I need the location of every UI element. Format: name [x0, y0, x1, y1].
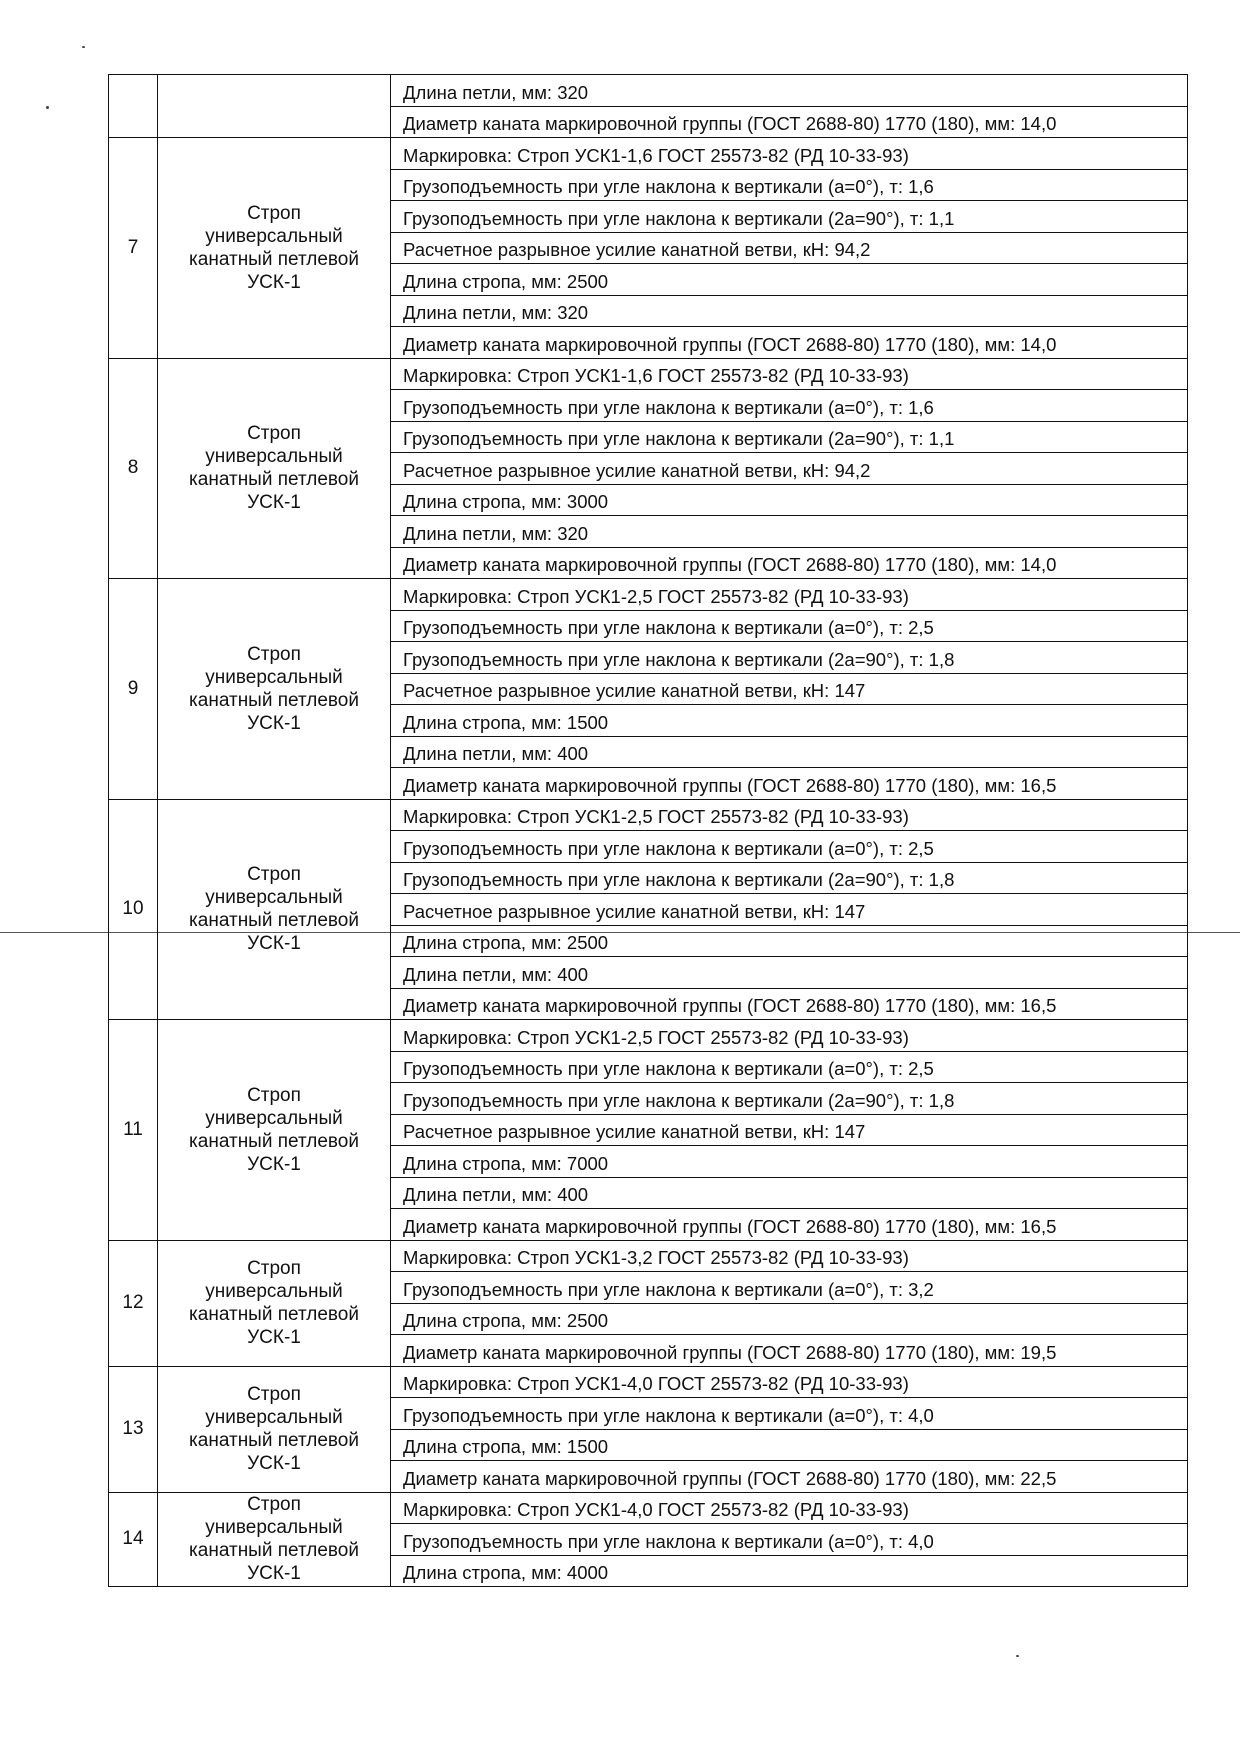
property-cell: Диаметр каната маркировочной группы (ГОСТ 2688-80) 1770 (180), мм: 14,0 — [391, 106, 1188, 138]
item-name-line: канатный петлевой — [189, 689, 359, 711]
table-row — [109, 1366, 1188, 1398]
property-cell: Диаметр каната маркировочной группы (ГОСТ 2688-80) 1770 (180), мм: 14,0 — [391, 327, 1188, 359]
item-name-line: Строп — [247, 864, 301, 886]
item-name-line: универсальный — [205, 1281, 343, 1302]
item-name-line: универсальный — [205, 666, 343, 688]
item-name-line: канатный петлевой — [189, 1430, 359, 1451]
item-name-line: канатный петлевой — [189, 1540, 359, 1562]
table-row — [109, 1240, 1188, 1272]
item-name-line: УСК-1 — [247, 933, 301, 955]
property-cell: Длина стропа, мм: 4000 — [391, 1555, 1188, 1587]
table-row — [109, 799, 1188, 831]
item-name-line: Строп — [247, 1084, 301, 1106]
property-cell: Диаметр каната маркировочной группы (ГОСТ 2688-80) 1770 (180), мм: 16,5 — [391, 1209, 1188, 1241]
item-name-cell — [158, 1020, 391, 1241]
property-cell: Длина стропа, мм: 1500 — [391, 705, 1188, 737]
table-row — [109, 358, 1188, 390]
property-cell: Длина петли, мм: 400 — [391, 957, 1188, 989]
property-cell: Расчетное разрывное усилие канатной ветви, кН: 147 — [391, 1114, 1188, 1146]
item-name-line: канатный петлевой — [189, 469, 359, 491]
property-cell: Грузоподъемность при угле наклона к вертикали (а=0°), т: 2,5 — [391, 831, 1188, 863]
property-cell: Маркировка: Строп УСК1-2,5 ГОСТ 25573-82 (РД 10-33-93) — [391, 799, 1188, 831]
row-number-cell: 9 — [109, 579, 158, 800]
property-cell: Маркировка: Строп УСК1-1,6 ГОСТ 25573-82 (РД 10-33-93) — [391, 138, 1188, 170]
property-cell: Грузоподъемность при угле наклона к вертикали (а=0°), т: 3,2 — [391, 1272, 1188, 1304]
item-name-line: универсальный — [205, 446, 343, 468]
item-name-line: УСК-1 — [247, 1327, 301, 1348]
property-cell: Маркировка: Строп УСК1-1,6 ГОСТ 25573-82 (РД 10-33-93) — [391, 358, 1188, 390]
row-number-cell: 13 — [109, 1366, 158, 1492]
property-cell: Маркировка: Строп УСК1-4,0 ГОСТ 25573-82 (РД 10-33-93) — [391, 1366, 1188, 1398]
item-name-line: Строп — [247, 1258, 301, 1279]
property-cell: Расчетное разрывное усилие канатной ветви, кН: 147 — [391, 894, 1188, 926]
item-name-line: Строп — [247, 1494, 301, 1516]
item-name-cell — [158, 138, 391, 359]
property-cell: Длина стропа, мм: 7000 — [391, 1146, 1188, 1178]
item-name-line: универсальный — [205, 225, 343, 247]
property-cell: Длина стропа, мм: 2500 — [391, 264, 1188, 296]
table-row — [109, 75, 1188, 107]
item-name-line: универсальный — [205, 1407, 343, 1428]
item-name-line: канатный петлевой — [189, 910, 359, 932]
item-name-line: УСК-1 — [247, 1153, 301, 1175]
scan-speck — [46, 106, 49, 109]
property-cell: Грузоподъемность при угле наклона к вертикали (2а=90°), т: 1,8 — [391, 862, 1188, 894]
item-name-line: универсальный — [205, 1517, 343, 1539]
scan-speck — [82, 46, 85, 48]
item-name-cell — [158, 75, 391, 138]
row-number-cell: 8 — [109, 358, 158, 579]
item-name-line: канатный петлевой — [189, 248, 359, 270]
item-name-line: УСК-1 — [247, 1453, 301, 1474]
item-name-cell — [158, 799, 391, 1020]
property-cell: Грузоподъемность при угле наклона к вертикали (2а=90°), т: 1,8 — [391, 642, 1188, 674]
property-cell: Длина стропа, мм: 2500 — [391, 925, 1188, 957]
specification-table — [108, 74, 1188, 1587]
property-cell: Грузоподъемность при угле наклона к вертикали (а=0°), т: 4,0 — [391, 1398, 1188, 1430]
property-cell: Диаметр каната маркировочной группы (ГОСТ 2688-80) 1770 (180), мм: 16,5 — [391, 988, 1188, 1020]
property-cell: Маркировка: Строп УСК1-4,0 ГОСТ 25573-82 (РД 10-33-93) — [391, 1492, 1188, 1524]
property-cell: Длина петли, мм: 320 — [391, 295, 1188, 327]
property-cell: Длина стропа, мм: 3000 — [391, 484, 1188, 516]
property-cell: Грузоподъемность при угле наклона к вертикали (а=0°), т: 1,6 — [391, 390, 1188, 422]
property-cell: Расчетное разрывное усилие канатной ветви, кН: 94,2 — [391, 453, 1188, 485]
property-cell: Длина петли, мм: 400 — [391, 1177, 1188, 1209]
item-name-line: Строп — [247, 423, 301, 445]
item-name-line: канатный петлевой — [189, 1304, 359, 1325]
item-name-line: универсальный — [205, 887, 343, 909]
specification-table-body — [109, 75, 1188, 1587]
item-name-cell — [158, 1240, 391, 1366]
property-cell: Диаметр каната маркировочной группы (ГОСТ 2688-80) 1770 (180), мм: 22,5 — [391, 1461, 1188, 1493]
property-cell: Грузоподъемность при угле наклона к вертикали (2а=90°), т: 1,1 — [391, 201, 1188, 233]
property-cell: Маркировка: Строп УСК1-3,2 ГОСТ 25573-82 (РД 10-33-93) — [391, 1240, 1188, 1272]
property-cell: Расчетное разрывное усилие канатной ветви, кН: 94,2 — [391, 232, 1188, 264]
item-name-line: УСК-1 — [247, 492, 301, 514]
item-name-line: канатный петлевой — [189, 1130, 359, 1152]
property-cell: Грузоподъемность при угле наклона к вертикали (а=0°), т: 2,5 — [391, 610, 1188, 642]
item-name-cell — [158, 1366, 391, 1492]
property-cell: Грузоподъемность при угле наклона к вертикали (2а=90°), т: 1,8 — [391, 1083, 1188, 1115]
row-number-cell: 11 — [109, 1020, 158, 1241]
item-name-line: УСК-1 — [247, 1563, 301, 1585]
property-cell: Диаметр каната маркировочной группы (ГОСТ 2688-80) 1770 (180), мм: 14,0 — [391, 547, 1188, 579]
table-row — [109, 1020, 1188, 1052]
property-cell: Длина петли, мм: 320 — [391, 516, 1188, 548]
property-cell: Длина стропа, мм: 1500 — [391, 1429, 1188, 1461]
property-cell: Грузоподъемность при угле наклона к вертикали (а=0°), т: 1,6 — [391, 169, 1188, 201]
row-number-cell — [109, 75, 158, 138]
property-cell: Длина петли, мм: 400 — [391, 736, 1188, 768]
property-cell: Грузоподъемность при угле наклона к вертикали (2а=90°), т: 1,1 — [391, 421, 1188, 453]
row-number-cell: 10 — [109, 799, 158, 1020]
table-row — [109, 138, 1188, 170]
item-name-line: УСК-1 — [247, 271, 301, 293]
row-number-cell: 7 — [109, 138, 158, 359]
item-name-line: Строп — [247, 202, 301, 224]
row-number-cell: 14 — [109, 1492, 158, 1587]
item-name-line: Строп — [247, 1384, 301, 1405]
item-name-line: универсальный — [205, 1107, 343, 1129]
item-name-cell — [158, 579, 391, 800]
property-cell: Маркировка: Строп УСК1-2,5 ГОСТ 25573-82 (РД 10-33-93) — [391, 1020, 1188, 1052]
row-number-cell: 12 — [109, 1240, 158, 1366]
table-row — [109, 579, 1188, 611]
property-cell: Маркировка: Строп УСК1-2,5 ГОСТ 25573-82 (РД 10-33-93) — [391, 579, 1188, 611]
property-cell: Диаметр каната маркировочной группы (ГОСТ 2688-80) 1770 (180), мм: 16,5 — [391, 768, 1188, 800]
property-cell: Грузоподъемность при угле наклона к вертикали (а=0°), т: 4,0 — [391, 1524, 1188, 1556]
property-cell: Длина петли, мм: 320 — [391, 75, 1188, 107]
item-name-cell — [158, 1492, 391, 1587]
property-cell: Расчетное разрывное усилие канатной ветви, кН: 147 — [391, 673, 1188, 705]
property-cell: Грузоподъемность при угле наклона к вертикали (а=0°), т: 2,5 — [391, 1051, 1188, 1083]
item-name-line: УСК-1 — [247, 712, 301, 734]
table-row — [109, 1492, 1188, 1524]
property-cell: Диаметр каната маркировочной группы (ГОСТ 2688-80) 1770 (180), мм: 19,5 — [391, 1335, 1188, 1367]
scan-speck — [1016, 1655, 1019, 1657]
item-name-line: Строп — [247, 643, 301, 665]
property-cell: Длина стропа, мм: 2500 — [391, 1303, 1188, 1335]
item-name-cell — [158, 358, 391, 579]
